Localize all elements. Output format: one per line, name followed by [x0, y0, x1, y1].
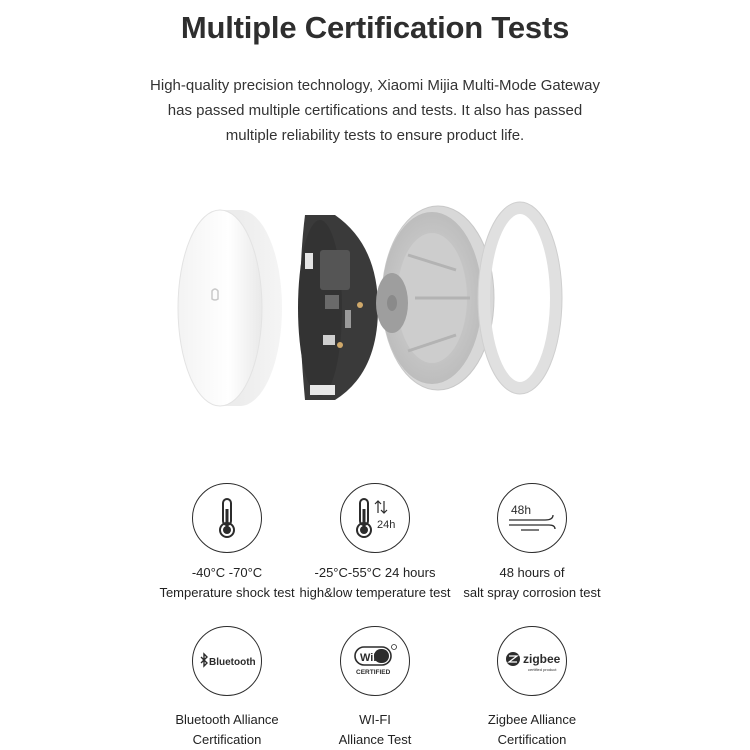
feature-icon-circle [192, 483, 262, 553]
feature-subtitle: salt spray corrosion test [463, 585, 601, 600]
salt-spray-48h-icon [505, 498, 559, 538]
feature-subtitle: Certification [192, 732, 262, 747]
gateway-base [376, 206, 494, 390]
badge-text: 24h [377, 519, 396, 531]
feature-title: -40°C -70°C [191, 565, 263, 580]
thermometer-24h-icon [350, 495, 400, 541]
feature-subtitle: Certification [497, 732, 567, 747]
feature-subtitle: high&low temperature test [299, 585, 451, 600]
logo-subtext: certified product [528, 667, 557, 672]
gateway-cover [178, 210, 282, 406]
feature-icon-circle [497, 483, 567, 553]
logo-text: Bluetooth [209, 657, 256, 668]
feature-icon-circle [192, 626, 262, 696]
feature-salt-spray [432, 483, 632, 603]
feature-icon-circle [340, 483, 410, 553]
badge-text: 48h [511, 503, 532, 517]
feature-subtitle: Temperature shock test [159, 585, 295, 600]
zigbee-logo-icon [504, 646, 560, 676]
description-line: High-quality precision technology, Xiaomi Mijia Multi-Mode Gateway [150, 77, 600, 94]
page-title: Multiple Certification Tests [180, 10, 570, 45]
feature-subtitle: Alliance Test [338, 732, 412, 747]
feature-title: -25°C-55°C 24 hours [314, 565, 436, 580]
logo-text: WiFi [360, 652, 384, 664]
feature-title: Zigbee Alliance [487, 712, 577, 727]
feature-zigbee [432, 626, 632, 750]
wifi-certified-icon [352, 643, 398, 679]
logo-text: zigbee [523, 652, 560, 666]
feature-icon-circle [340, 626, 410, 696]
description [0, 73, 750, 148]
gateway-pcb [298, 215, 378, 400]
feature-title: 48 hours of [499, 565, 565, 580]
description-line: has passed multiple certifications and tests. It also has passed [167, 102, 583, 119]
feature-icon-circle [497, 626, 567, 696]
gateway-exploded-view [160, 195, 580, 420]
bluetooth-logo-icon [198, 651, 256, 671]
description-line: multiple reliability tests to ensure product life. [225, 127, 525, 144]
feature-title: Bluetooth Alliance [175, 712, 279, 727]
logo-subtext: CERTIFIED [356, 669, 391, 676]
feature-title: WI-FI [359, 712, 391, 727]
thermometer-icon [207, 495, 247, 541]
